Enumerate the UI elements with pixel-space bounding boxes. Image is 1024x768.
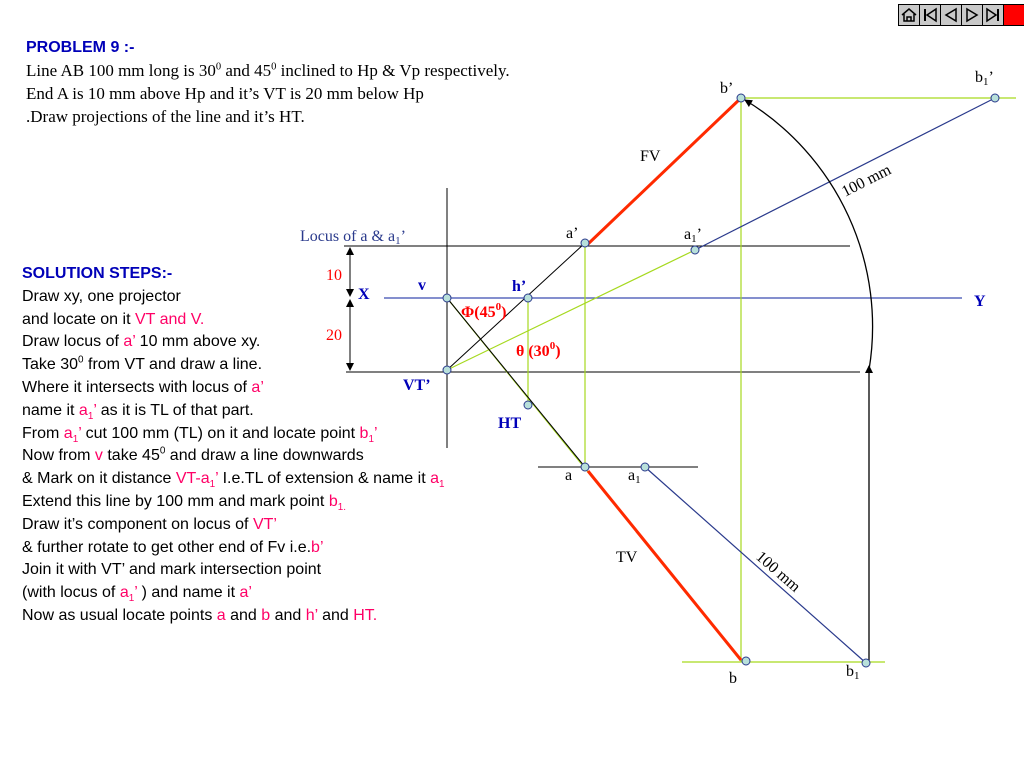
step-line: & further rotate to get other end of Fv i.e.b’: [22, 538, 324, 556]
point-a1-prime: [691, 246, 699, 254]
true-length-line-tv: [645, 467, 866, 663]
front-view-line: [588, 98, 741, 244]
label-dim-10: 10: [326, 267, 342, 284]
label-tv: TV: [616, 549, 638, 566]
step-line: Draw locus of a’ 10 mm above xy.: [22, 333, 261, 351]
label-phi-angle: $\Phi(45^0)$: [461, 301, 507, 321]
label-vt-prime: VT’: [403, 377, 431, 394]
step-line: and locate on it VT and V.: [22, 310, 205, 328]
step-line: name it $a_1$’ as it is TL of that part.: [22, 401, 254, 422]
step-line: Now from v take $45^0$ and draw a line downwards: [22, 446, 364, 465]
step-line: Draw xy, one projector: [22, 287, 181, 305]
point-a: [581, 463, 589, 471]
point-b1-prime: [991, 94, 999, 102]
label-h-prime: h’: [512, 278, 527, 295]
point-b: [742, 657, 750, 665]
point-v: [443, 294, 451, 302]
top-view-line: [588, 471, 741, 660]
step-line: Now as usual locate points a and b and h’ and HT.: [22, 606, 378, 624]
label-b1: b1: [846, 663, 860, 682]
step-line: Where it intersects with locus of a’: [22, 378, 264, 396]
label-b1-prime: b1’: [975, 69, 994, 88]
point-h-prime: [524, 294, 532, 302]
problem-title: PROBLEM 9 :-: [26, 39, 135, 56]
step-line: (with locus of $a_1$’ ) and name it a’: [22, 584, 252, 605]
label-dim-20: 20: [326, 327, 342, 344]
label-b-prime: b’: [720, 80, 734, 97]
step-line: & Mark on it distance $VT-a_1$’ I.e.TL of extension & name it $a_1$: [22, 470, 445, 491]
point-ht: [524, 401, 532, 409]
label-v: v: [418, 277, 426, 294]
point-a-prime: [581, 239, 589, 247]
label-ht: HT: [498, 415, 522, 432]
v-to-ht-line: [447, 298, 585, 467]
problem-line-3: .Draw projections of the line and it’s HT.: [26, 107, 305, 126]
point-a1: [641, 463, 649, 471]
step-line: Join it with VT’ and mark intersection point: [22, 561, 322, 579]
label-a1: a1: [628, 467, 641, 486]
label-theta-angle: θ $(30^0)$: [516, 340, 561, 360]
problem-line-2: End A is 10 mm above Hp and it’s VT is 20 mm below Hp: [26, 84, 424, 103]
label-fv: FV: [640, 148, 661, 165]
problem-line-1: Line AB 100 mm long is $30^0$ and $45^0$ inclined to Hp & Vp respectively.: [26, 61, 510, 80]
label-y: Y: [974, 293, 986, 310]
label-locus: Locus of a & a1’: [300, 228, 406, 247]
label-x: X: [358, 286, 370, 303]
step-line: Draw it’s component on locus of VT’: [22, 515, 277, 533]
label-a: a: [565, 467, 573, 484]
point-b1: [862, 659, 870, 667]
label-a1-prime: a1’: [684, 226, 702, 245]
step-line: Extend this line by 100 mm and mark point $b_{1.}$: [22, 492, 346, 514]
point-vt-prime: [443, 366, 451, 374]
step-line: Take $30^0$ from VT and draw a line.: [22, 354, 263, 374]
label-length-top: 100 mm: [839, 161, 894, 201]
label-length-bottom: 100 mm: [752, 548, 804, 596]
label-a-prime: a’: [566, 225, 579, 242]
rotation-arc: [745, 100, 873, 370]
point-b-prime: [737, 94, 745, 102]
label-b: b: [729, 670, 737, 687]
solution-steps-title: SOLUTION STEPS:-: [22, 265, 173, 282]
step-line: From $a_1$’ cut 100 mm (TL) on it and locate point $b_1$’: [22, 424, 378, 445]
true-length-line-fv: [695, 98, 995, 250]
